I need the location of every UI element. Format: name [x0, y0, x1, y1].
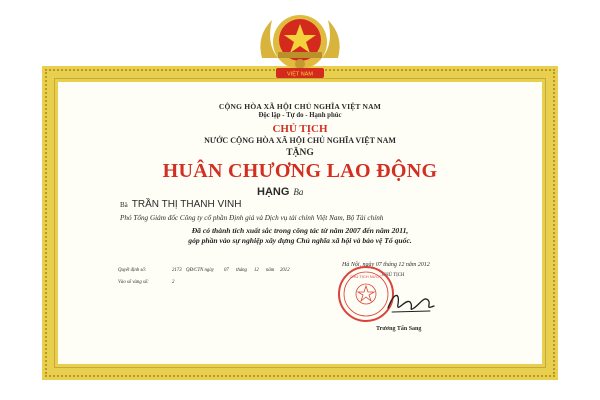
- grade-value: Ba: [293, 187, 304, 197]
- decision-month: 12: [254, 268, 259, 273]
- republic-name: CỘNG HÒA XÃ HỘI CHỦ NGHĨA VIỆT NAM: [218, 102, 382, 111]
- national-emblem-icon: [254, 6, 346, 84]
- decision-month-label: tháng: [236, 268, 247, 273]
- signer-name: Trương Tấn Sang: [376, 326, 422, 332]
- signing-month-label: tháng: [383, 262, 397, 268]
- decision-code: QĐ/CTN ngày: [186, 268, 214, 273]
- signing-year-label: năm: [405, 262, 417, 268]
- grade-label: HẠNG: [257, 186, 290, 198]
- signing-day: 07: [375, 262, 382, 268]
- signature-icon: [384, 288, 438, 318]
- medal-name: HUÂN CHƯƠNG LAO ĐỘNG: [162, 160, 438, 182]
- recipient-position: Phó Tổng Giám đốc Công ty cổ phần Định giá và Dịch vụ tài chính Việt Nam, Bộ Tài chính: [120, 214, 384, 222]
- recipient-line: [120, 199, 241, 210]
- decision-label: Quyết định số:: [118, 268, 147, 273]
- emblem-ribbon-text: VIỆT NAM: [287, 71, 313, 78]
- recipient-name: TRẦN THỊ THANH VINH: [131, 199, 242, 210]
- recipient-prefix: Bà: [120, 201, 128, 209]
- grade-line: [257, 186, 303, 198]
- decision-number: 2173: [172, 268, 182, 273]
- national-motto: Độc lập - Tự do - Hạnh phúc: [258, 112, 342, 119]
- citation-line-2: góp phần vào sự nghiệp xây dựng Chủ nghĩa xã hội và bảo vệ Tổ quốc.: [188, 236, 412, 245]
- signing-month: 12: [398, 262, 405, 268]
- decision-day: 07: [224, 268, 229, 273]
- award-verb: TẶNG: [286, 148, 314, 158]
- decision-year: 2012: [280, 268, 290, 273]
- signer-title: CHỦ TỊCH: [382, 273, 405, 278]
- signing-place: Hà Nội,: [342, 262, 362, 268]
- decision-year-label: năm: [266, 268, 275, 273]
- gold-book-label: Vào sổ vàng số:: [118, 280, 149, 285]
- signing-day-label: ngày: [362, 262, 375, 268]
- issuer-subtitle: NƯỚC CỘNG HÒA XÃ HỘI CHỦ NGHĨA VIỆT NAM: [204, 136, 396, 145]
- signing-year: 2012: [417, 262, 430, 268]
- issuer-title: CHỦ TỊCH: [272, 123, 328, 135]
- citation-line-1: Đã có thành tích xuất sắc trong công tác từ năm 2007 đến năm 2011,: [191, 226, 409, 235]
- gold-book-number: 2: [172, 280, 175, 285]
- seal-text: CHỦ TỊCH NƯỚC: [349, 274, 383, 279]
